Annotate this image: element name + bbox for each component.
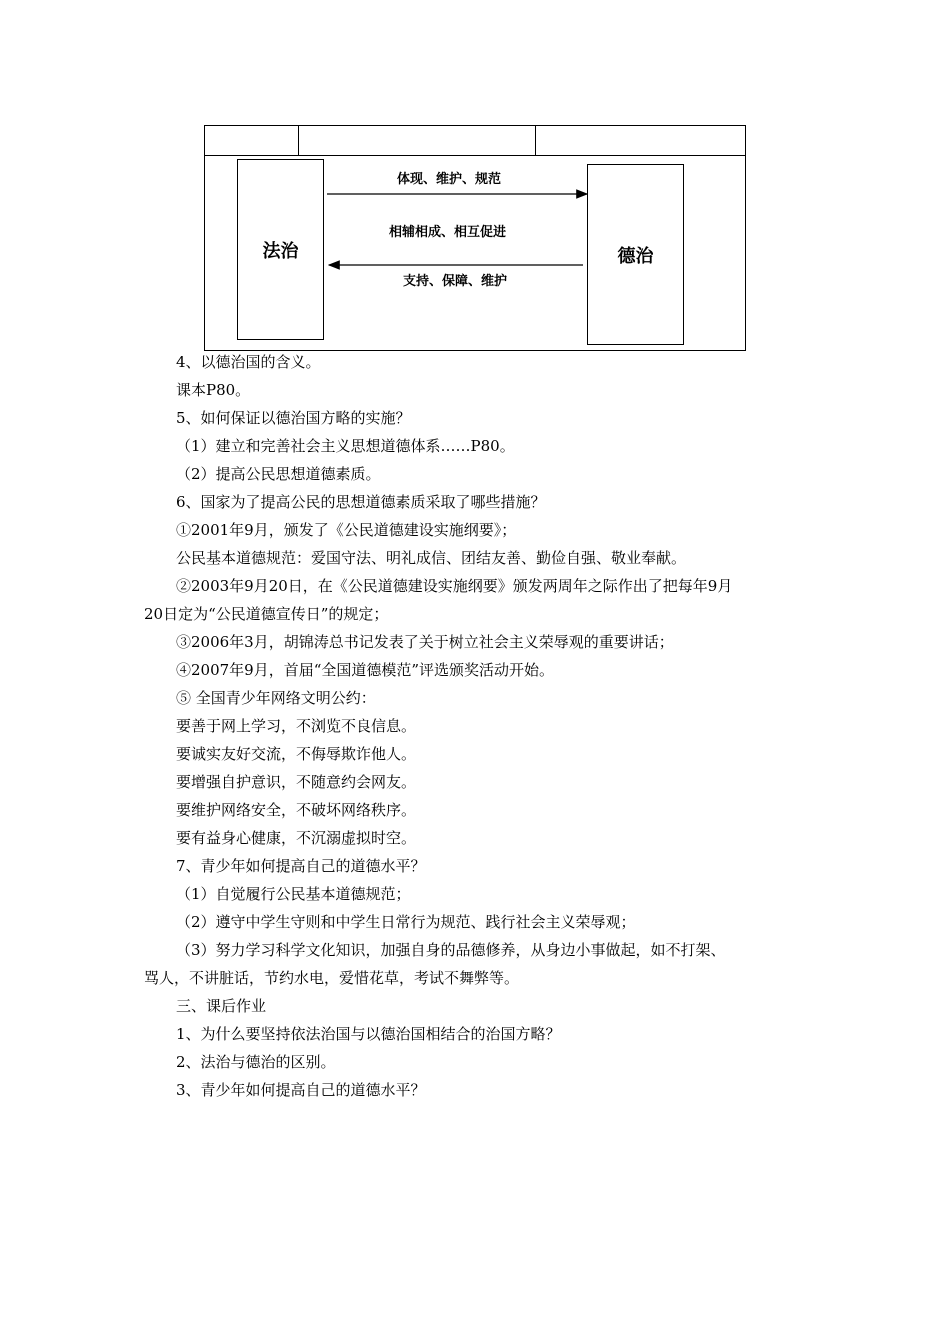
pledge-line-4: 要维护网络安全，不破坏网络秩序。 <box>176 801 417 819</box>
q5-title: 5、如何保证以德治国方略的实施？ <box>176 409 411 427</box>
homework-item-2: 2、法治与德治的区别。 <box>176 1053 336 1071</box>
q6-item-4: ④2007年9月，首届“全国道德模范”评选颁奖活动开始。 <box>176 661 555 679</box>
pledge-line-3: 要增强自护意识，不随意约会网友。 <box>176 773 417 791</box>
arrow-top-label: 体现、维护、规范 <box>397 172 502 187</box>
pledge-line-2: 要诚实友好交流，不侮辱欺诈他人。 <box>176 745 417 763</box>
diagram-arrows <box>0 0 950 400</box>
q4-answer: 课本P80。 <box>176 381 251 399</box>
q7-item-1: （1）自觉履行公民基本道德规范； <box>176 885 411 903</box>
pledge-line-5: 要有益身心健康，不沉溺虚拟时空。 <box>176 829 417 847</box>
homework-item-3: 3、青少年如何提高自己的道德水平？ <box>176 1081 426 1099</box>
q6-item-1-note: 公民基本道德规范：爱国守法、明礼成信、团结友善、勤俭自强、敬业奉献。 <box>176 549 687 567</box>
q6-item-2-line-1: ②2003年9月20日，在《公民道德建设实施纲要》颁发两周年之际作出了把每年9月 <box>176 577 733 595</box>
rule-of-law-label: 法治 <box>262 240 299 262</box>
homework-item-1: 1、为什么要坚持依法治国与以德治国相结合的治国方略？ <box>176 1025 561 1043</box>
q5-item-2: （2）提高公民思想道德素质。 <box>176 465 381 483</box>
q5-item-1: （1）建立和完善社会主义思想道德体系……P80。 <box>176 437 515 455</box>
q6-item-2-line-2: 20日定为“公民道德宣传日”的规定； <box>144 605 389 623</box>
rule-of-virtue-label: 德治 <box>617 245 654 267</box>
q6-title: 6、国家为了提高公民的思想道德素质采取了哪些措施？ <box>176 493 546 511</box>
q6-item-1: ①2001年9月，颁发了《公民道德建设实施纲要》； <box>176 521 517 539</box>
homework-title: 三、课后作业 <box>176 997 267 1015</box>
q6-item-3: ③2006年3月，胡锦涛总书记发表了关于树立社会主义荣辱观的重要讲话； <box>176 633 674 651</box>
q4-title: 4、以德治国的含义。 <box>176 353 321 371</box>
middle-label: 相辅相成、相互促进 <box>389 225 507 240</box>
arrow-bottom-label: 支持、保障、维护 <box>403 274 508 289</box>
q7-item-3-line-1: （3）努力学习科学文化知识，加强自身的品德修养，从身边小事做起，如不打架、 <box>176 941 726 959</box>
q7-title: 7、青少年如何提高自己的道德水平？ <box>176 857 426 875</box>
pledge-line-1: 要善于网上学习，不浏览不良信息。 <box>176 717 417 735</box>
q7-item-3-line-2: 骂人，不讲脏话，节约水电，爱惜花草，考试不舞弊等。 <box>144 969 520 987</box>
q7-item-2: （2）遵守中学生守则和中学生日常行为规范、践行社会主义荣辱观； <box>176 913 636 931</box>
q6-item-5: ⑤ 全国青少年网络文明公约： <box>176 689 376 707</box>
